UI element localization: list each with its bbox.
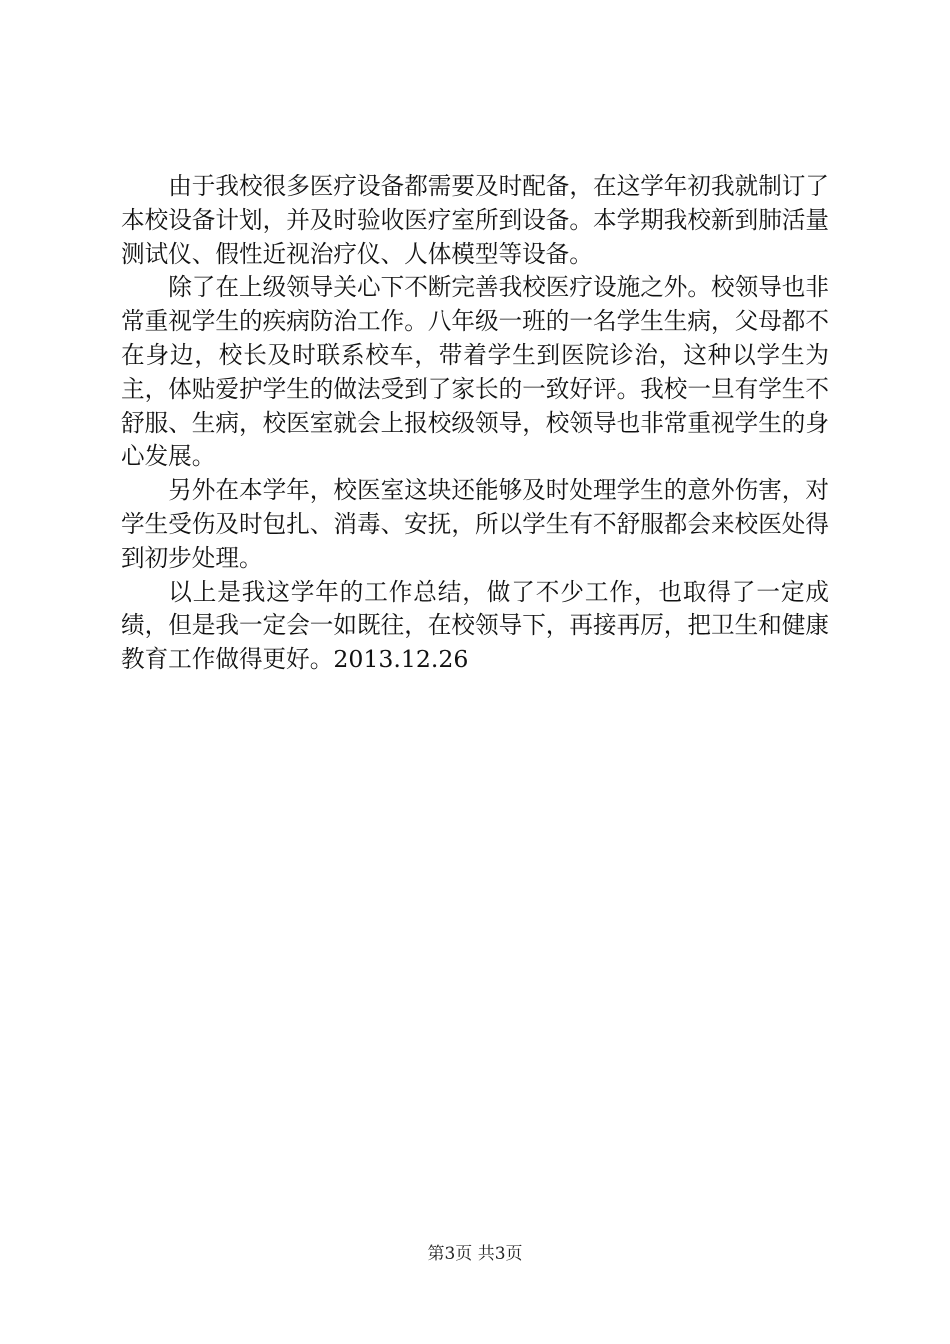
paragraph-leadership: 除了在上级领导关心下不断完善我校医疗设施之外。校领导也非常重视学生的疾病防治工作。八年级一班的一名学生生病，父母都不在身边，校长及时联系校车，带着学生到医院诊治，这种以学生为主，体贴爱护学生的做法受到了家长的一致好评。我校一旦有学生不舒服、生病，校医室就会上报校级领导，校领导也非常重视学生的身心发展。 [121,273,829,471]
document-body [121,170,829,677]
paragraph-summary: 以上是我这学年的工作总结，做了不少工作，也取得了一定成绩，但是我一定会一如既往，在校领导下，再接再厉，把卫生和健康教育工作做得更好。2013.12.26 [121,577,829,674]
paragraph-injury-care: 另外在本学年，校医室这块还能够及时处理学生的意外伤害，对学生受伤及时包扎、消毒、安抚，所以学生有不舒服都会来校医处得到初步处理。 [121,476,829,572]
paragraph-equipment: 由于我校很多医疗设备都需要及时配备，在这学年初我就制订了本校设备计划，并及时验收医疗室所到设备。本学期我校新到肺活量测试仪、假性近视治疗仪、人体模型等设备。 [121,172,829,268]
page-number-footer: 第3页 共3页 [427,1244,523,1264]
